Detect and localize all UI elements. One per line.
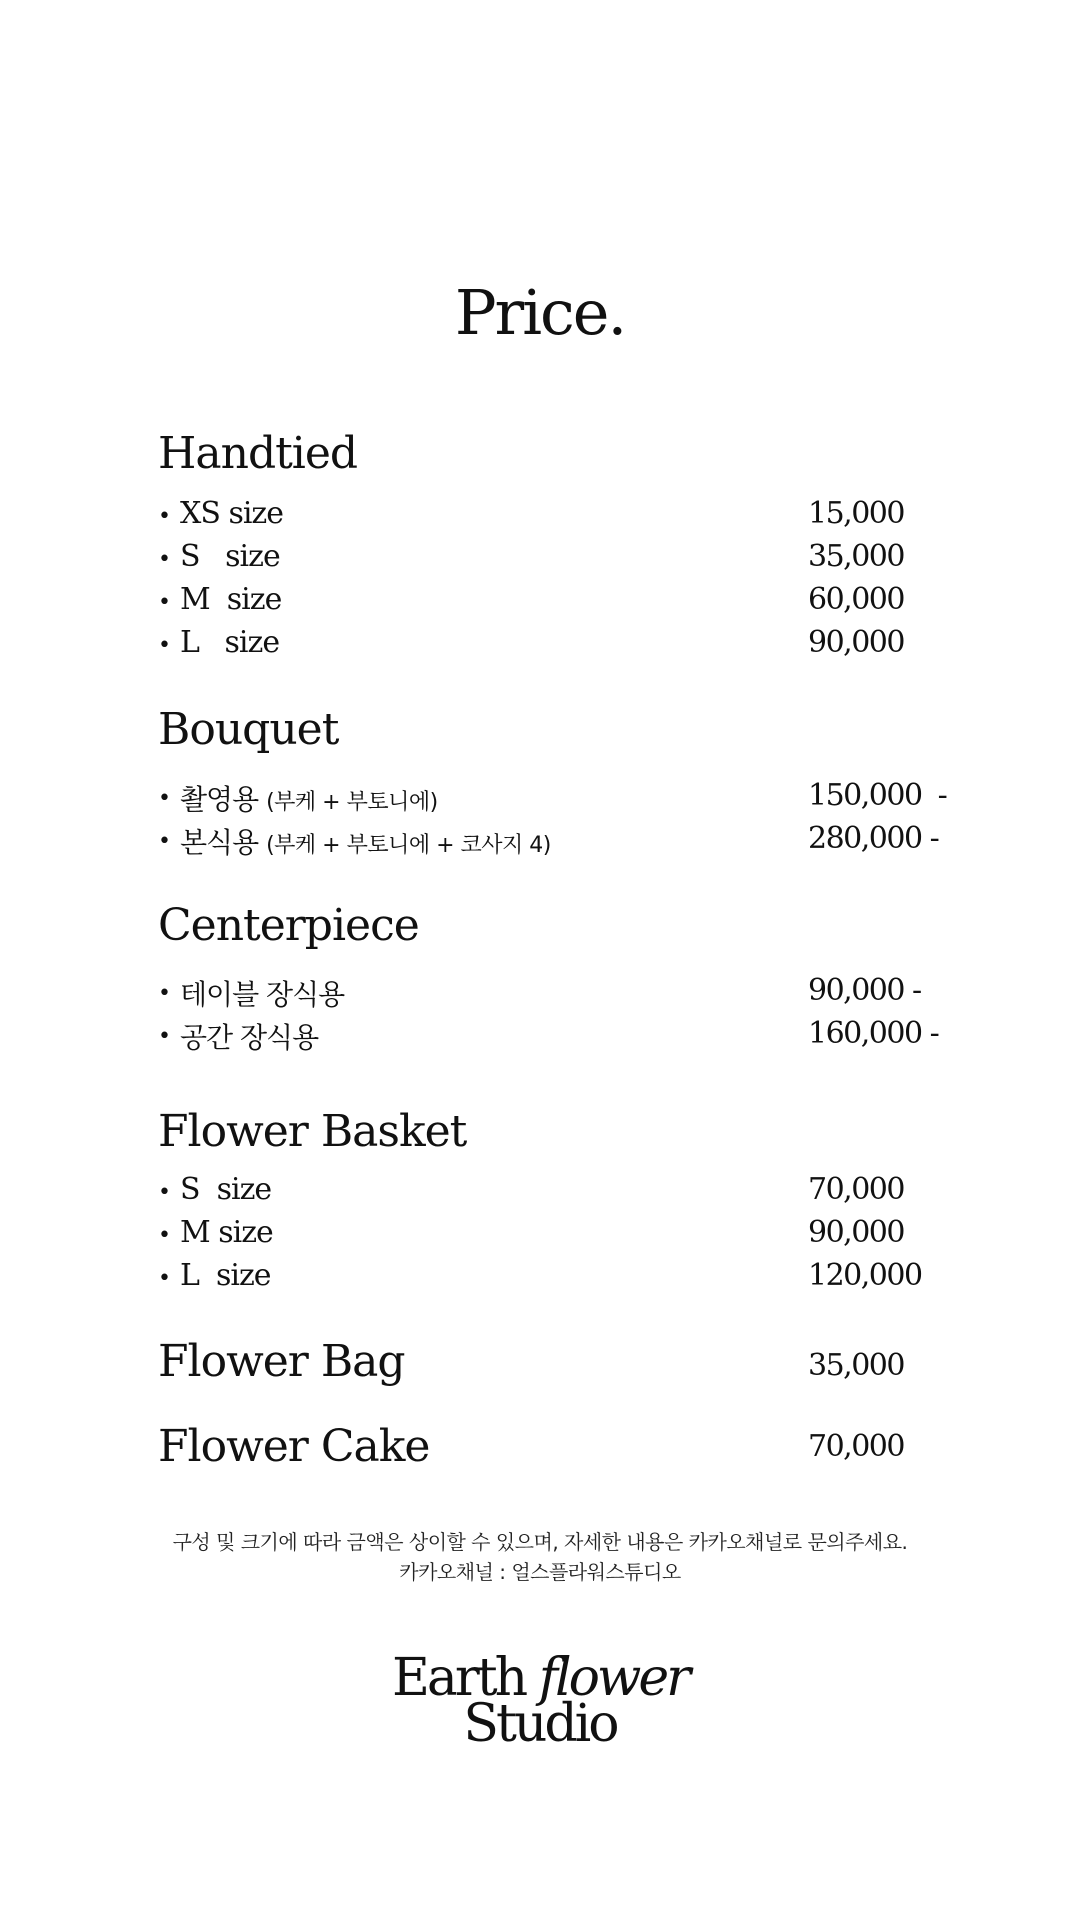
item-label: M size	[180, 1215, 273, 1250]
item-price: 90,000 -	[808, 973, 921, 1008]
handtied-item-m	[158, 582, 958, 622]
page-title: Price.	[454, 276, 626, 349]
item-price: 160,000 -	[808, 1016, 939, 1051]
section-bag-heading: Flower Bag	[158, 1336, 405, 1387]
section-basket-heading: Flower Basket	[158, 1106, 467, 1157]
footnote-line-1: 구성 및 크기에 따라 금액은 상이할 수 있으며, 자세한 내용은 카카오채널로 문의주세요.	[172, 1530, 908, 1554]
handtied-item-s	[158, 539, 958, 579]
bullet-icon: •	[158, 981, 171, 1006]
item-label: XS size	[180, 496, 283, 531]
item-note: (부케 + 부토니에 + 코사지 4)	[266, 833, 551, 858]
cake-price: 70,000	[808, 1429, 904, 1464]
bullet-icon: •	[158, 1266, 171, 1291]
bouquet-item-photo	[158, 778, 958, 818]
logo-line-2: Studio	[463, 1694, 617, 1754]
item-price: 120,000	[808, 1258, 922, 1293]
footnote-line-2: 카카오채널 : 얼스플라워스튜디오	[399, 1560, 681, 1584]
item-label: 테이블 장식용	[180, 978, 345, 1011]
item-price: 70,000	[808, 1172, 904, 1207]
item-price: 280,000 -	[808, 821, 939, 856]
bullet-icon: •	[158, 633, 171, 658]
bullet-icon: •	[158, 1180, 171, 1205]
centerpiece-item-table	[158, 973, 958, 1013]
basket-item-s	[158, 1172, 958, 1212]
bullet-icon: •	[158, 547, 171, 572]
item-note: (부케 + 부토니에)	[266, 790, 438, 815]
item-label: 촬영용 (부케 + 부토니에)	[180, 783, 438, 816]
bouquet-item-ceremony	[158, 821, 958, 861]
item-price: 60,000	[808, 582, 904, 617]
logo-line-1: Earth flower	[391, 1648, 689, 1708]
studio-logo	[0, 1648, 1080, 1754]
section-bouquet-heading: Bouquet	[158, 704, 339, 755]
centerpiece-item-space	[158, 1016, 958, 1056]
section-cake-heading: Flower Cake	[158, 1421, 430, 1472]
section-centerpiece-heading: Centerpiece	[158, 900, 419, 951]
bullet-icon: •	[158, 504, 171, 529]
item-price: 35,000	[808, 539, 904, 574]
item-label: L size	[180, 1258, 271, 1293]
bullet-icon: •	[158, 590, 171, 615]
bag-price: 35,000	[808, 1348, 904, 1383]
item-price: 90,000	[808, 625, 904, 660]
basket-item-l	[158, 1258, 958, 1298]
handtied-item-l	[158, 625, 958, 665]
item-label: 공간 장식용	[180, 1021, 319, 1054]
item-price: 90,000	[808, 1215, 904, 1250]
bullet-icon: •	[158, 786, 171, 811]
item-label: 본식용 (부케 + 부토니에 + 코사지 4)	[180, 826, 551, 859]
item-price: 15,000	[808, 496, 904, 531]
section-handtied-heading: Handtied	[158, 428, 358, 479]
handtied-item-xs	[158, 496, 958, 536]
bullet-icon: •	[158, 829, 171, 854]
bullet-icon: •	[158, 1024, 171, 1049]
bullet-icon: •	[158, 1223, 171, 1248]
item-label: L size	[180, 625, 280, 660]
basket-item-m	[158, 1215, 958, 1255]
item-label: S size	[180, 539, 280, 574]
item-price: 150,000 -	[808, 778, 947, 813]
item-label: M size	[180, 582, 282, 617]
item-label: S size	[180, 1172, 272, 1207]
